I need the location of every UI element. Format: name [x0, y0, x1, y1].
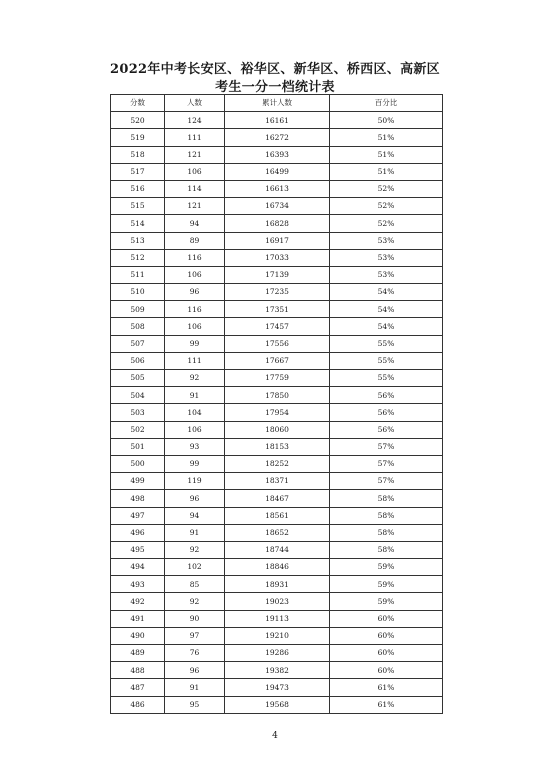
cell-percentage: 60%	[330, 662, 443, 679]
table-row	[111, 146, 443, 163]
cell-count: 93	[165, 438, 225, 455]
cell-count: 124	[165, 112, 225, 129]
cell-count: 96	[165, 284, 225, 301]
cell-percentage: 50%	[330, 112, 443, 129]
cell-count: 121	[165, 198, 225, 215]
cell-percentage: 59%	[330, 576, 443, 593]
cell-score: 504	[111, 387, 165, 404]
cell-percentage: 53%	[330, 266, 443, 283]
cell-count: 106	[165, 163, 225, 180]
cell-score: 493	[111, 576, 165, 593]
table-row	[111, 249, 443, 266]
cell-score: 516	[111, 180, 165, 197]
cell-cumulative: 19382	[225, 662, 330, 679]
table-row	[111, 662, 443, 679]
cell-count: 94	[165, 507, 225, 524]
table-row	[111, 473, 443, 490]
table-row	[111, 352, 443, 369]
cell-cumulative: 16734	[225, 198, 330, 215]
cell-score: 490	[111, 627, 165, 644]
cell-count: 97	[165, 627, 225, 644]
cell-count: 92	[165, 370, 225, 387]
cell-score: 512	[111, 249, 165, 266]
table-row	[111, 112, 443, 129]
cell-count: 119	[165, 473, 225, 490]
table-row	[111, 335, 443, 352]
cell-score: 497	[111, 507, 165, 524]
cell-count: 114	[165, 180, 225, 197]
table-row	[111, 421, 443, 438]
table-row	[111, 490, 443, 507]
cell-count: 91	[165, 524, 225, 541]
table-row	[111, 507, 443, 524]
cell-count: 102	[165, 559, 225, 576]
cell-score: 517	[111, 163, 165, 180]
table-row	[111, 232, 443, 249]
table-row	[111, 627, 443, 644]
cell-percentage: 58%	[330, 524, 443, 541]
cell-score: 500	[111, 455, 165, 472]
cell-count: 96	[165, 662, 225, 679]
cell-count: 121	[165, 146, 225, 163]
header-cumulative: 累计人数	[225, 95, 330, 112]
cell-cumulative: 17235	[225, 284, 330, 301]
cell-score: 506	[111, 352, 165, 369]
table-row	[111, 129, 443, 146]
cell-percentage: 52%	[330, 215, 443, 232]
cell-percentage: 56%	[330, 421, 443, 438]
cell-count: 95	[165, 696, 225, 713]
cell-count: 106	[165, 318, 225, 335]
cell-score: 508	[111, 318, 165, 335]
cell-score: 496	[111, 524, 165, 541]
cell-percentage: 51%	[330, 163, 443, 180]
cell-score: 502	[111, 421, 165, 438]
cell-cumulative: 17139	[225, 266, 330, 283]
table-row	[111, 318, 443, 335]
cell-score: 514	[111, 215, 165, 232]
cell-percentage: 55%	[330, 352, 443, 369]
cell-count: 96	[165, 490, 225, 507]
cell-count: 111	[165, 129, 225, 146]
cell-count: 92	[165, 593, 225, 610]
cell-count: 116	[165, 249, 225, 266]
cell-count: 91	[165, 679, 225, 696]
cell-cumulative: 16613	[225, 180, 330, 197]
cell-cumulative: 16828	[225, 215, 330, 232]
table-row	[111, 215, 443, 232]
cell-score: 515	[111, 198, 165, 215]
cell-cumulative: 18252	[225, 455, 330, 472]
cell-cumulative: 18371	[225, 473, 330, 490]
cell-cumulative: 18931	[225, 576, 330, 593]
cell-count: 90	[165, 610, 225, 627]
table-row	[111, 301, 443, 318]
cell-cumulative: 19023	[225, 593, 330, 610]
cell-count: 85	[165, 576, 225, 593]
cell-count: 91	[165, 387, 225, 404]
cell-percentage: 54%	[330, 284, 443, 301]
cell-percentage: 53%	[330, 249, 443, 266]
cell-percentage: 54%	[330, 318, 443, 335]
table-row	[111, 524, 443, 541]
cell-cumulative: 17556	[225, 335, 330, 352]
cell-score: 520	[111, 112, 165, 129]
cell-cumulative: 18561	[225, 507, 330, 524]
cell-count: 106	[165, 421, 225, 438]
cell-count: 99	[165, 335, 225, 352]
cell-count: 106	[165, 266, 225, 283]
table-row	[111, 645, 443, 662]
cell-cumulative: 17351	[225, 301, 330, 318]
page-number: 4	[272, 731, 278, 741]
cell-count: 94	[165, 215, 225, 232]
header-score: 分数	[111, 95, 165, 112]
table-row	[111, 266, 443, 283]
cell-percentage: 56%	[330, 387, 443, 404]
table-row	[111, 559, 443, 576]
table-row	[111, 696, 443, 713]
cell-cumulative: 17667	[225, 352, 330, 369]
cell-percentage: 55%	[330, 335, 443, 352]
cell-cumulative: 16917	[225, 232, 330, 249]
cell-score: 519	[111, 129, 165, 146]
cell-score: 509	[111, 301, 165, 318]
cell-cumulative: 19473	[225, 679, 330, 696]
table-row	[111, 284, 443, 301]
table-row	[111, 438, 443, 455]
cell-score: 518	[111, 146, 165, 163]
cell-score: 507	[111, 335, 165, 352]
cell-percentage: 56%	[330, 404, 443, 421]
cell-percentage: 51%	[330, 129, 443, 146]
cell-score: 513	[111, 232, 165, 249]
cell-score: 501	[111, 438, 165, 455]
cell-cumulative: 16272	[225, 129, 330, 146]
cell-cumulative: 19568	[225, 696, 330, 713]
table-header-row	[111, 95, 443, 112]
cell-score: 492	[111, 593, 165, 610]
table-row	[111, 370, 443, 387]
cell-score: 491	[111, 610, 165, 627]
table-row	[111, 610, 443, 627]
table-row	[111, 455, 443, 472]
cell-count: 104	[165, 404, 225, 421]
cell-cumulative: 17954	[225, 404, 330, 421]
cell-score: 487	[111, 679, 165, 696]
cell-score: 499	[111, 473, 165, 490]
cell-percentage: 61%	[330, 696, 443, 713]
cell-count: 89	[165, 232, 225, 249]
cell-score: 503	[111, 404, 165, 421]
cell-percentage: 59%	[330, 559, 443, 576]
cell-cumulative: 17759	[225, 370, 330, 387]
cell-count: 76	[165, 645, 225, 662]
cell-count: 92	[165, 541, 225, 558]
cell-score: 486	[111, 696, 165, 713]
header-percentage: 百分比	[330, 95, 443, 112]
cell-count: 111	[165, 352, 225, 369]
cell-percentage: 54%	[330, 301, 443, 318]
cell-percentage: 55%	[330, 370, 443, 387]
cell-score: 505	[111, 370, 165, 387]
table-row	[111, 576, 443, 593]
document-subtitle: 考生一分一档统计表	[215, 80, 335, 95]
table-row	[111, 593, 443, 610]
score-distribution-table	[110, 94, 443, 714]
cell-percentage: 52%	[330, 180, 443, 197]
cell-percentage: 57%	[330, 438, 443, 455]
cell-score: 488	[111, 662, 165, 679]
cell-percentage: 61%	[330, 679, 443, 696]
cell-score: 494	[111, 559, 165, 576]
cell-percentage: 57%	[330, 473, 443, 490]
cell-percentage: 58%	[330, 490, 443, 507]
table-row	[111, 163, 443, 180]
table-row	[111, 387, 443, 404]
cell-count: 116	[165, 301, 225, 318]
cell-cumulative: 19113	[225, 610, 330, 627]
cell-cumulative: 16161	[225, 112, 330, 129]
cell-percentage: 57%	[330, 455, 443, 472]
cell-percentage: 58%	[330, 541, 443, 558]
cell-percentage: 58%	[330, 507, 443, 524]
cell-count: 99	[165, 455, 225, 472]
header-count: 人数	[165, 95, 225, 112]
table-body	[111, 112, 443, 714]
cell-cumulative: 18467	[225, 490, 330, 507]
document-title: 2022年中考长安区、裕华区、新华区、桥西区、高新区	[110, 62, 440, 77]
table-row	[111, 198, 443, 215]
cell-cumulative: 19286	[225, 645, 330, 662]
cell-score: 498	[111, 490, 165, 507]
cell-percentage: 51%	[330, 146, 443, 163]
table-row	[111, 180, 443, 197]
cell-cumulative: 17457	[225, 318, 330, 335]
cell-score: 489	[111, 645, 165, 662]
cell-percentage: 60%	[330, 627, 443, 644]
cell-cumulative: 16499	[225, 163, 330, 180]
cell-cumulative: 16393	[225, 146, 330, 163]
cell-percentage: 53%	[330, 232, 443, 249]
cell-cumulative: 18060	[225, 421, 330, 438]
cell-cumulative: 18153	[225, 438, 330, 455]
cell-cumulative: 18744	[225, 541, 330, 558]
table-row	[111, 404, 443, 421]
table-row	[111, 541, 443, 558]
cell-percentage: 60%	[330, 645, 443, 662]
cell-cumulative: 19210	[225, 627, 330, 644]
cell-percentage: 59%	[330, 593, 443, 610]
cell-percentage: 52%	[330, 198, 443, 215]
cell-cumulative: 17033	[225, 249, 330, 266]
cell-score: 510	[111, 284, 165, 301]
table-row	[111, 679, 443, 696]
cell-score: 511	[111, 266, 165, 283]
cell-score: 495	[111, 541, 165, 558]
cell-cumulative: 17850	[225, 387, 330, 404]
cell-cumulative: 18652	[225, 524, 330, 541]
cell-cumulative: 18846	[225, 559, 330, 576]
cell-percentage: 60%	[330, 610, 443, 627]
